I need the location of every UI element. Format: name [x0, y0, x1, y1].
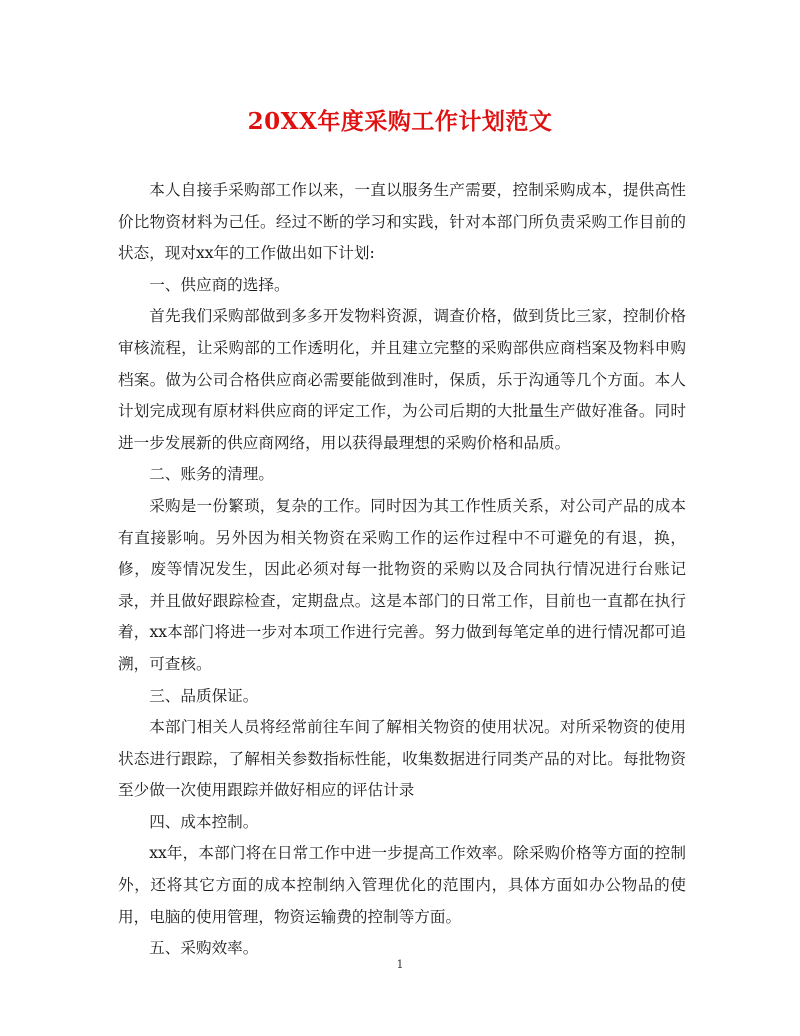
document-title: 20XX年度采购工作计划范文 [247, 108, 553, 135]
document-body [118, 175, 686, 965]
intro-paragraph: 本人自接手采购部工作以来，一直以服务生产需要，控制采购成本，提供高性价比物资材料为己任。经过不断的学习和实践，针对本部门所负责采购工作目前的状态，现对xx年的工作做出如下计划: [118, 181, 686, 263]
cost-control-paragraph: xx年，本部门将在日常工作中进一步提高工作效率。除采购价格等方面的控制外，还将其它方面的成本控制纳入管理优化的范围内，具体方面如办公物品的使用，电脑的使用管理，物资运输费的控制等方面。 [118, 844, 686, 926]
section-heading-purchasing-efficiency: 五、采购效率。 [149, 939, 259, 958]
section-heading-supplier-selection: 一、供应商的选择。 [149, 275, 290, 294]
section-heading-quality-assurance: 三、品质保证。 [149, 686, 259, 705]
supplier-selection-paragraph: 首先我们采购部做到多多开发物料资源，调查价格，做到货比三家，控制价格审核流程，让采购部的工作透明化，并且建立完整的采购部供应商档案及物料申购档案。做为公司合格供应商必需要能做到准时，保质，乐于沟通等几个方面。本人计划完成现有原材料供应商的评定工作，为公司后期的大批量生产做好准备。同时进一步发展新的供应商网络，用以获得最理想的采购价格和品质。 [118, 307, 686, 452]
section-heading-cost-control: 四、成本控制。 [149, 812, 259, 831]
page-number: 1 [396, 958, 404, 971]
accounts-cleanup-paragraph: 采购是一份繁琐，复杂的工作。同时因为其工作性质关系，对公司产品的成本有直接影响。另外因为相关物资在采购工作的运作过程中不可避免的有退，换，修，废等情况发生，因此必须对每一批物资的采购以及合同执行情况进行台账记录，并且做好跟踪检查，定期盘点。这是本部门的日常工作，目前也一直都在执行着，xx本部门将进一步对本项工作进行完善。努力做到每笔定单的进行情况都可追溯，可查核。 [118, 496, 686, 673]
section-heading-accounts-cleanup: 二、账务的清理。 [149, 465, 274, 484]
quality-assurance-paragraph: 本部门相关人员将经常前往车间了解相关物资的使用状况。对所采物资的使用状态进行跟踪，了解相关参数指标性能，收集数据进行同类产品的对比。每批物资至少做一次使用跟踪并做好相应的评估计录 [118, 718, 686, 800]
